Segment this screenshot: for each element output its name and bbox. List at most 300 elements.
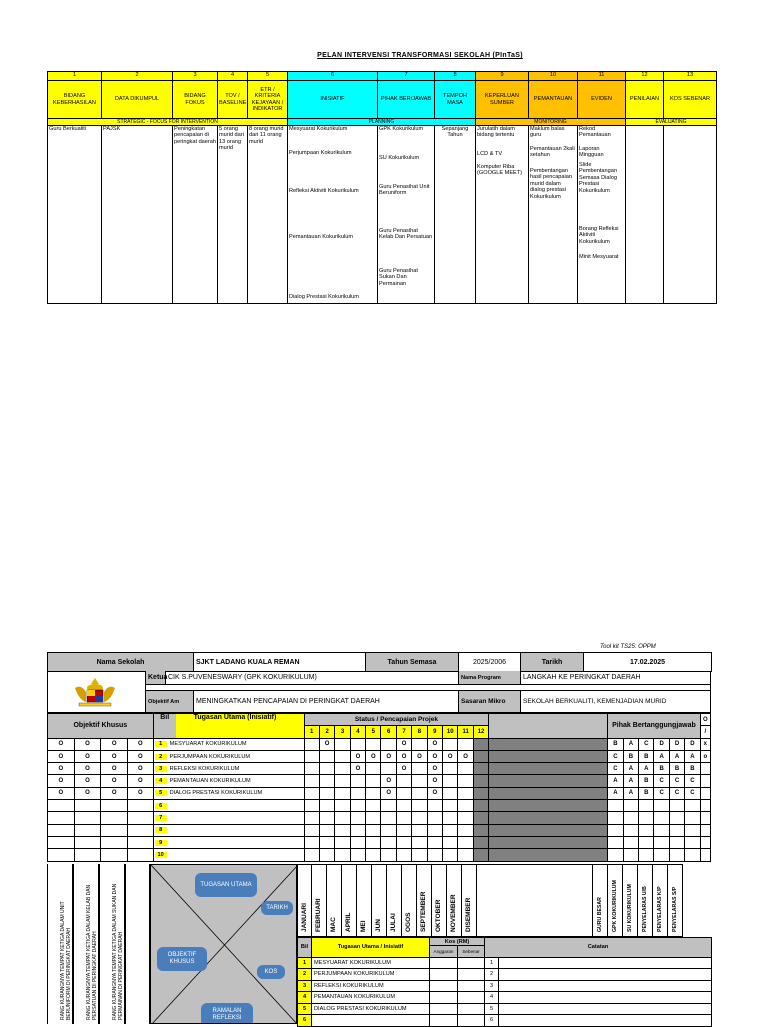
task-cell	[153, 812, 304, 824]
kos-anggaran	[430, 957, 458, 969]
list-item: Jurulatih dalam bidang tertentu	[477, 126, 515, 139]
status-cell	[427, 849, 442, 861]
pihak-cell	[669, 824, 684, 836]
task-bil: 4	[155, 778, 167, 784]
pihak-cell: C	[685, 787, 700, 799]
kos-bil: 1	[298, 957, 312, 969]
program-value: LANGKAH KE PERINGKAT DAERAH	[521, 671, 711, 685]
status-cell	[443, 787, 458, 799]
status-cell	[304, 849, 319, 861]
status-gap	[489, 787, 608, 799]
status-cell: O	[350, 750, 365, 762]
status-cell	[443, 775, 458, 787]
catatan-number: 2	[485, 969, 499, 981]
catatan-number: 5	[485, 1003, 499, 1015]
catatan-cell	[499, 1003, 712, 1015]
month-col	[372, 864, 387, 937]
task-cell	[153, 849, 304, 861]
kos-sebenar	[458, 980, 485, 992]
objective-mark	[101, 824, 128, 836]
bubble-objektif: OBJEKTIF KHUSUS	[157, 947, 207, 971]
status-cell: O	[366, 750, 381, 762]
objective-mark: O	[101, 750, 128, 762]
status-cell	[381, 812, 396, 824]
status-cell	[427, 812, 442, 824]
task-name: MESYUARAT KOKURIKULUM	[169, 741, 247, 748]
pihak-cell: C	[685, 775, 700, 787]
status-gap	[489, 812, 608, 824]
kos-sebenar	[458, 957, 485, 969]
month-col	[297, 864, 312, 937]
header-sumber: KEPERLUAN SUMBER	[476, 81, 529, 119]
objective-mark	[101, 812, 128, 824]
list-item: Pemantauan 2kali setahun	[530, 146, 575, 159]
status-cell: O	[427, 738, 442, 750]
status-cell	[412, 824, 427, 836]
col-number: 8	[435, 72, 476, 81]
task-cell	[153, 787, 304, 799]
status-cell	[319, 812, 334, 824]
status-cell	[319, 787, 334, 799]
kos-bil: 6	[298, 1015, 312, 1027]
status-cell	[396, 849, 411, 861]
status-cell	[304, 787, 319, 799]
catatan-number: 3	[485, 980, 499, 992]
pihak-cell	[623, 849, 638, 861]
pihak-cell: A	[623, 775, 638, 787]
phase-monitoring: MONITORING	[476, 119, 626, 126]
objective-mark	[101, 836, 128, 848]
status-cell	[473, 787, 488, 799]
status-cell	[473, 824, 488, 836]
list-item: SU Kokurikulum	[379, 155, 420, 161]
pihak-cell: C	[669, 787, 684, 799]
pihak-cell: C	[608, 750, 623, 762]
kos-anggaran	[430, 1003, 458, 1015]
status-cell	[458, 849, 473, 861]
list-item: Perjumpaan Kokurikulum	[289, 150, 352, 156]
ketua-label: Ketua	[146, 671, 166, 685]
pihak-cell	[685, 800, 700, 812]
col-number: 12	[626, 72, 664, 81]
cell-inisiatif	[288, 126, 378, 304]
status-cell	[335, 775, 350, 787]
plan-title: PELAN INTERVENSI TRANSFORMASI SEKOLAH (PInTaS)	[317, 52, 523, 59]
week-number: 1	[304, 726, 319, 738]
objective-mark: O	[48, 750, 75, 762]
status-gap	[489, 750, 608, 762]
pihak-cell	[623, 812, 638, 824]
col-number: 6	[288, 72, 378, 81]
cell-pemantauan	[529, 126, 578, 304]
objective-mark: O	[101, 738, 128, 750]
objective-mark	[128, 824, 154, 836]
col-number: 10	[529, 72, 578, 81]
bubble-kos: KOS	[257, 965, 285, 979]
pihak-cell: D	[669, 738, 684, 750]
status-cell	[335, 800, 350, 812]
pihak-col	[593, 864, 608, 937]
month-label: OKTOBER	[435, 899, 442, 932]
status-cell	[412, 800, 427, 812]
status-cell	[335, 824, 350, 836]
week-number: 10	[443, 726, 458, 738]
status-gap	[489, 849, 608, 861]
pihak-cell: A	[685, 750, 700, 762]
objektif-am-value: MENINGKATKAN PENCAPAIAN DI PERINGKAT DAERAH	[194, 690, 459, 712]
objective-mark: O	[74, 787, 101, 799]
pihak-cell	[608, 824, 623, 836]
cell-data: PAJSK	[102, 126, 173, 304]
header-tov: TOV / BASELINE	[218, 81, 248, 119]
objective-mark: O	[128, 738, 154, 750]
catatan-cell	[499, 969, 712, 981]
status-cell	[350, 738, 365, 750]
pihak-cell: D	[654, 738, 669, 750]
status-cell	[319, 775, 334, 787]
status-cell	[458, 836, 473, 848]
status-cell	[366, 800, 381, 812]
pihak-cell	[608, 812, 623, 824]
status-cell	[350, 800, 365, 812]
status-cell	[381, 763, 396, 775]
status-cell: O	[412, 750, 427, 762]
status-cell	[412, 849, 427, 861]
month-spacer	[477, 864, 593, 937]
task-cell	[153, 775, 304, 787]
list-item: Maklum balas guru	[530, 126, 565, 139]
year-label: Tahun Semasa	[366, 653, 459, 672]
legend-empty	[700, 787, 710, 799]
status-cell	[319, 763, 334, 775]
status-header: Status / Pencapaian Projek	[304, 714, 489, 726]
pihak-cell	[654, 824, 669, 836]
status-cell	[412, 775, 427, 787]
kos-row	[298, 1015, 712, 1027]
objective-mark: O	[128, 787, 154, 799]
status-cell	[458, 787, 473, 799]
status-cell	[335, 812, 350, 824]
header-penilaian: PENILAIAN	[626, 81, 664, 119]
pihak-cell	[639, 800, 654, 812]
pihak-cell: D	[685, 738, 700, 750]
bubble-ramalan: RAMALAN REFLEKSI	[201, 1003, 253, 1024]
month-label: MAC	[330, 917, 337, 932]
table-row	[48, 775, 711, 787]
catatan-number: 1	[485, 957, 499, 969]
kos-row	[298, 992, 712, 1004]
status-cell	[412, 836, 427, 848]
pihak-cell: B	[654, 763, 669, 775]
status-cell	[458, 763, 473, 775]
kos-task: PEMANTAUAN KOKURIKULUM	[312, 992, 430, 1004]
objective-vertical-col	[47, 864, 73, 1024]
kos-row	[298, 980, 712, 992]
kos-anggaran	[430, 1015, 458, 1027]
week-number: 12	[473, 726, 488, 738]
pihak-cell	[623, 836, 638, 848]
status-cell	[350, 824, 365, 836]
list-item: Pembentangan hasil pencapaian murid dalam dialog prestasi Kokurikulum	[530, 168, 572, 200]
cell-eviden	[578, 126, 626, 304]
kos-sebenar	[458, 992, 485, 1004]
status-gap	[489, 824, 608, 836]
pihak-label: PENYELARAS S/P	[672, 886, 678, 932]
kos-tugasan-header: Tugasan Utama / Inisiatif	[312, 938, 430, 958]
status-cell	[319, 824, 334, 836]
objective-mark	[74, 849, 101, 861]
objective-mark: O	[74, 750, 101, 762]
catatan-cell	[499, 980, 712, 992]
status-cell	[319, 849, 334, 861]
objective-mark	[74, 800, 101, 812]
task-bil: 5	[155, 790, 167, 796]
catatan-number: 6	[485, 1015, 499, 1027]
pihak-cell: B	[685, 763, 700, 775]
objective-mark: O	[128, 763, 154, 775]
table-row	[48, 800, 711, 812]
cell-tov: 5 orang murid dari 13 orang murid	[218, 126, 248, 304]
date-value: 17.02.2025	[584, 653, 712, 672]
status-cell	[366, 787, 381, 799]
status-cell	[473, 836, 488, 848]
objective-mark: O	[74, 775, 101, 787]
bubble-tugasan: TUGASAN UTAMA	[195, 873, 257, 897]
month-label: JANUARI	[301, 903, 308, 932]
month-label: FEBRUARI	[315, 898, 322, 932]
month-col	[462, 864, 477, 937]
objective-vertical-text: RANG KURANGNYA TEMPAT KETIGA DALAM KELAB DAN PERSATUAN DI PERINGKAT DAERAH	[86, 884, 98, 1020]
table-row	[48, 812, 711, 824]
pihak-cell	[623, 824, 638, 836]
pihak-cell	[669, 849, 684, 861]
list-item: GPK Kokurikulum	[379, 126, 424, 132]
pihak-cell	[639, 812, 654, 824]
objective-mark: O	[48, 775, 75, 787]
oppm-header-table	[47, 652, 712, 672]
cell-fokus: Peningkatan pencapaian di peringkat daerah	[173, 126, 218, 304]
pihak-col	[608, 864, 623, 937]
month-label: DISEMBER	[465, 897, 472, 932]
pihak-col	[653, 864, 668, 937]
kos-bil: 3	[298, 980, 312, 992]
status-cell	[412, 763, 427, 775]
status-gap	[489, 763, 608, 775]
list-item: Rekod Pemantauan	[579, 126, 611, 139]
catatan-cell	[499, 1015, 712, 1027]
objective-mark	[128, 812, 154, 824]
kos-task: DIALOG PRESTASI KOKURIKULUM	[312, 1003, 430, 1015]
objective-mark	[128, 849, 154, 861]
legend-empty	[700, 812, 710, 824]
legend-empty	[700, 763, 710, 775]
task-bil: 3	[155, 766, 167, 772]
month-label: SEPTEMBER	[420, 891, 427, 932]
status-cell	[443, 836, 458, 848]
pihak-cell: C	[669, 775, 684, 787]
month-col	[327, 864, 342, 937]
pihak-cell: C	[654, 775, 669, 787]
phase-planning: PLANNING	[288, 119, 476, 126]
tugasan-header	[153, 714, 304, 739]
bubble-tarikh: TARIKH	[261, 901, 293, 915]
list-item: Guru Penasihat Sukan Dan Permainan	[379, 268, 418, 287]
week-number: 11	[458, 726, 473, 738]
pintas-table	[47, 71, 717, 304]
crest-cell	[48, 671, 146, 712]
legend-empty	[700, 800, 710, 812]
header-kos: KOS SEBENAR	[664, 81, 717, 119]
status-cell	[350, 836, 365, 848]
pihak-label: PENYELARAS K/P	[657, 886, 663, 932]
col-number: 11	[578, 72, 626, 81]
pihak-cell	[685, 849, 700, 861]
status-cell	[473, 812, 488, 824]
kos-sebenar	[458, 1003, 485, 1015]
status-cell	[427, 824, 442, 836]
month-columns	[297, 864, 477, 937]
status-cell	[381, 738, 396, 750]
objektif-am-label: Objektif Am	[146, 690, 194, 712]
table-row	[48, 824, 711, 836]
pihak-cell	[669, 812, 684, 824]
catatan-cell	[499, 957, 712, 969]
list-item: Dialog Prestasi Kokurikulum	[289, 294, 359, 300]
objective-mark	[48, 836, 75, 848]
header-pemantauan: PEMANTAUAN	[529, 81, 578, 119]
sasaran-label: Sasaran Mikro	[459, 690, 521, 712]
legend-mark: o	[700, 750, 710, 762]
objective-mark: O	[48, 738, 75, 750]
school-name: SJKT LADANG KUALA REMAN	[194, 653, 366, 672]
week-number: 7	[396, 726, 411, 738]
pihak-cell: B	[639, 775, 654, 787]
objective-vertical-text: RANG KURANGNYA TEMPAT KETIGA DALAM SUKAN DAN PERMAINAN DI PERINGKAT DAERAH	[112, 883, 124, 1020]
oppm-task-table	[47, 713, 711, 862]
task-cell	[153, 750, 304, 762]
task-cell	[153, 738, 304, 750]
cell-sumber	[476, 126, 529, 304]
pihak-cell	[669, 800, 684, 812]
legend-empty	[700, 836, 710, 848]
status-cell	[396, 775, 411, 787]
header-fokus: BIDANG FOKUS	[173, 81, 218, 119]
month-col	[417, 864, 432, 937]
status-cell	[443, 849, 458, 861]
status-cell	[473, 775, 488, 787]
list-item: Borang Refleksi Aktiviti Kokurikulum	[579, 226, 619, 245]
list-item: Slide Pembentangan Semasa Dialog Prestasi Kokurikulum	[579, 162, 617, 194]
task-name: REFLEKSI KOKURIKULUM	[169, 765, 240, 772]
month-label: JULAI	[390, 913, 397, 932]
kos-row	[298, 969, 712, 981]
task-bil: 9	[155, 840, 167, 846]
header-eviden: EVIDEN	[578, 81, 626, 119]
task-name: DIALOG PRESTASI KOKURIKULUM	[169, 790, 263, 797]
status-cell: O	[396, 750, 411, 762]
status-cell	[366, 763, 381, 775]
year-value: 2025/2006	[459, 653, 521, 672]
status-cell	[350, 812, 365, 824]
week-number: 6	[381, 726, 396, 738]
objective-mark	[101, 800, 128, 812]
kos-anggaran	[430, 969, 458, 981]
col-number: 3	[173, 72, 218, 81]
status-cell	[396, 824, 411, 836]
task-cell	[153, 836, 304, 848]
pihak-cell: B	[639, 787, 654, 799]
pihak-cell: C	[639, 738, 654, 750]
table-row	[48, 763, 711, 775]
status-cell	[458, 812, 473, 824]
month-col	[447, 864, 462, 937]
objective-mark: O	[101, 763, 128, 775]
week-number: 9	[427, 726, 442, 738]
status-cell	[473, 849, 488, 861]
task-cell	[153, 800, 304, 812]
pihak-col	[623, 864, 638, 937]
status-cell	[319, 836, 334, 848]
status-gap	[489, 775, 608, 787]
objective-mark: O	[128, 750, 154, 762]
pihak-cell: A	[654, 750, 669, 762]
pihak-cell: A	[608, 775, 623, 787]
month-label: OGOS	[405, 912, 412, 932]
header-inisiatif: INISIATIF	[288, 81, 378, 119]
status-cell	[458, 738, 473, 750]
tugasan-header-label: Tugasan Utama (Inisiatif)	[193, 714, 277, 721]
objective-mark: O	[128, 775, 154, 787]
status-cell: O	[381, 775, 396, 787]
cell-bidang: Guru Berkualiti	[48, 126, 102, 304]
pihak-cell	[623, 800, 638, 812]
kos-bil: 2	[298, 969, 312, 981]
pihak-cell: C	[654, 787, 669, 799]
task-bil: 10	[155, 852, 167, 858]
status-cell	[427, 800, 442, 812]
col-number: 9	[476, 72, 529, 81]
table-row	[48, 750, 711, 762]
status-cell	[350, 775, 365, 787]
status-cell	[396, 812, 411, 824]
status-cell	[366, 812, 381, 824]
toolkit-code: OPPM	[638, 644, 656, 650]
kos-sebenar	[458, 969, 485, 981]
month-col	[402, 864, 417, 937]
status-cell	[473, 800, 488, 812]
task-cell	[153, 824, 304, 836]
month-col	[312, 864, 327, 937]
pihak-cell	[685, 812, 700, 824]
status-cell	[381, 836, 396, 848]
cell-tempoh: Sepanjang Tahun	[435, 126, 476, 304]
task-bil: 1	[155, 741, 167, 747]
table-row	[48, 787, 711, 799]
status-cell	[319, 800, 334, 812]
col-number: 13	[664, 72, 717, 81]
status-cell	[335, 750, 350, 762]
pihak-cell: A	[623, 787, 638, 799]
status-cell	[443, 812, 458, 824]
objective-mark	[128, 836, 154, 848]
status-cell	[412, 812, 427, 824]
month-col	[357, 864, 372, 937]
month-label: APRIL	[345, 912, 352, 932]
legend-empty	[700, 849, 710, 861]
kos-task: REFLEKSI KOKURIKULUM	[312, 980, 430, 992]
list-item: Refleksi Aktiviti Kokurikulum	[289, 188, 359, 194]
status-cell	[443, 738, 458, 750]
